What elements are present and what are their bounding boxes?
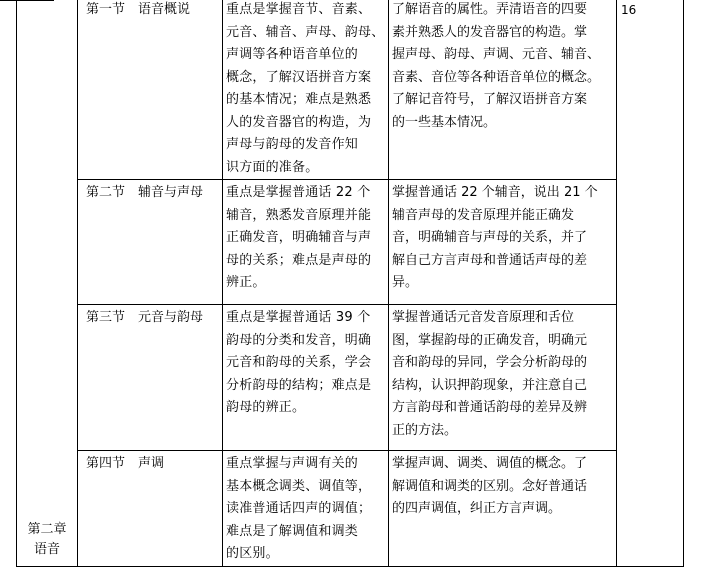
key-points-line: 元音和韵母的关系，学会 (226, 355, 372, 370)
key-points-line: 难点是了解调值和调类 (226, 523, 359, 539)
requirements-line: 解自己方言声母和普通话声母的差 (392, 252, 588, 268)
requirements-line: 异。 (392, 275, 419, 290)
requirements-line: 了解语音的属性。弄清语音的四要 (392, 2, 588, 17)
requirements-line: 掌握声调、调类、调值的概念。了 (392, 456, 588, 471)
requirements-line: 掌握普通话元音发音原理和舌位 (392, 310, 575, 325)
key-points-line: 概念，了解汉语拼音方案 (226, 69, 372, 85)
requirements-line: 解调值和调类的区别。念好普通话 (392, 478, 588, 494)
requirements-line: 辅音声母的发音原理并能正确发 (392, 207, 575, 223)
hours-value: 16 (621, 3, 637, 17)
course-outline-table (16, 0, 684, 567)
chapter-cell (17, 0, 78, 566)
requirements-line: 音素、音位等各种语音单位的概念。 (392, 69, 601, 85)
key-points-line: 重点是掌握普通话 39 个 (226, 310, 371, 325)
requirements-cell (389, 451, 617, 567)
key-points-line: 的基本情况；难点是熟悉 (226, 92, 372, 107)
requirements-line: 素并熟悉人的发音器官的构造。掌 (392, 24, 588, 40)
key-points-line: 韵母的辨正。 (226, 400, 306, 415)
requirements-line: 握声母、韵母、声调、元音、辅音、 (392, 47, 601, 62)
requirements-cell (389, 305, 617, 451)
requirements-line: 的一些基本情况。 (392, 114, 497, 130)
key-points-line: 重点是掌握普通话 22 个 (226, 185, 371, 200)
table-row (17, 451, 684, 567)
table-row (17, 0, 684, 180)
key-points-cell (223, 451, 389, 567)
requirements-cell (389, 180, 617, 305)
section-title: 第一节 语音概说 (78, 0, 223, 180)
requirements-line: 方言韵母和普通话韵母的差异及辨 (392, 400, 588, 415)
key-points-cell (223, 180, 389, 305)
key-points-line: 辅音，熟悉发音原理并能 (226, 207, 372, 223)
requirements-line: 音和韵母的异同，学会分析韵母的 (392, 355, 588, 370)
key-points-line: 元音、辅音、声母、韵母、 (226, 24, 385, 40)
requirements-line: 音，明确辅音与声母的关系，并了 (392, 230, 588, 245)
key-points-line: 声调等各种语音单位的 (226, 47, 359, 62)
key-points-line: 母的关系；难点是声母的 (226, 252, 372, 268)
table-row (17, 180, 684, 305)
key-points-cell (223, 305, 389, 451)
key-points-line: 正确发音，明确辅音与声 (226, 230, 372, 245)
chapter-title: 语音 (33, 541, 60, 557)
key-points-line: 的区别。 (226, 546, 279, 561)
section-title: 第二节 辅音与声母 (78, 180, 223, 305)
section-title: 第四节 声调 (78, 451, 223, 567)
hours-cell (617, 0, 684, 566)
key-points-line: 声母与韵母的发音作知 (226, 137, 359, 152)
requirements-line: 结构，认识押韵现象，并注意自己 (392, 377, 588, 393)
table-row (17, 305, 684, 451)
key-points-line: 人的发音器官的构造，为 (226, 114, 372, 130)
requirements-line: 了解记音符号，了解汉语拼音方案 (392, 92, 588, 107)
requirements-line: 图，掌握韵母的正确发音，明确元 (392, 332, 588, 348)
key-points-line: 韵母的分类和发音，明确 (226, 332, 372, 348)
key-points-line: 辨正。 (226, 275, 266, 290)
requirements-line: 正的方法。 (392, 422, 458, 438)
requirements-cell (389, 0, 617, 180)
key-points-line: 读准普通话四声的调值； (226, 501, 372, 516)
key-points-line: 分析韵母的结构；难点是 (226, 377, 372, 393)
chapter-number: 第二章 (27, 521, 67, 537)
key-points-line: 重点掌握与声调有关的 (226, 456, 359, 471)
section-title: 第三节 元音与韵母 (78, 305, 223, 451)
key-points-line: 基本概念调类、调值等， (226, 478, 372, 494)
key-points-cell (223, 0, 389, 180)
key-points-line: 识方面的准备。 (226, 159, 319, 175)
requirements-line: 的四声调值，纠正方言声调。 (392, 501, 562, 516)
key-points-line: 重点是掌握音节、音素、 (226, 2, 372, 17)
requirements-line: 掌握普通话 22 个辅音，说出 21 个 (392, 185, 598, 200)
